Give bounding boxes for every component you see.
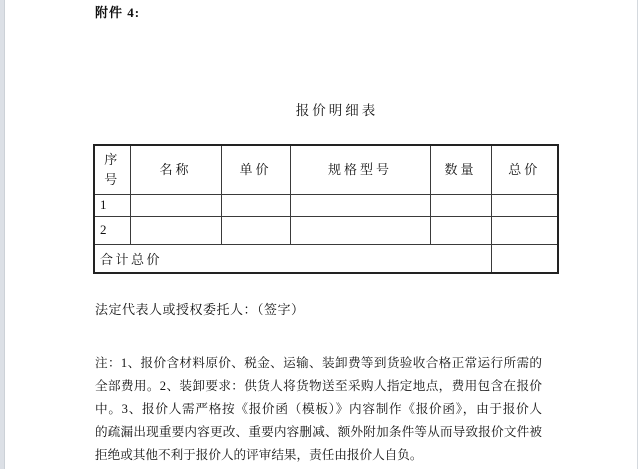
col-header-name: 名称 [130,145,221,194]
table-row [94,194,558,216]
col-header-quantity: 数量 [430,145,491,194]
unit-price-cell [221,194,290,216]
spec-model-cell [290,216,430,244]
col-header-unit-price: 单价 [221,145,290,194]
note-line: 全部费用。2、装卸要求：供货人将货物送至采购人指定地点，费用包含在报价 [95,379,542,393]
page-right-edge [637,0,638,469]
quantity-cell [430,194,491,216]
quotation-table [93,144,559,274]
attachment-label: 附件 4: [95,5,141,20]
unit-price-cell [221,216,290,244]
note-line: 的疏漏出现重要内容更改、重要内容删减、额外附加条件等从而导致报价文件被 [95,425,542,439]
total-price-cell [491,216,558,244]
name-cell [130,194,221,216]
spec-model-cell [290,194,430,216]
seq-cell: 2 [94,216,130,244]
col-header-seq: 序号 [94,145,130,194]
total-label-cell: 合计总价 [94,244,491,273]
note-line: 中。3、报价人需严格按《报价函（模板）》内容制作《报价函》，由于报价人 [95,402,542,416]
note-line: 注：1、报价含材料原价、税金、运输、装卸费等到货验收合格正常运行所需的 [95,356,542,370]
table-header-row [94,145,558,194]
col-header-spec-model: 规格型号 [290,145,430,194]
quantity-cell [430,216,491,244]
table-total-row [94,244,558,273]
seq-cell: 1 [94,194,130,216]
col-header-total-price: 总价 [491,145,558,194]
page-title: 报价明细表 [295,103,379,118]
total-value-cell [491,244,558,273]
total-price-cell [491,194,558,216]
table-row [94,216,558,244]
notes-paragraph [95,352,542,467]
name-cell [130,216,221,244]
note-line: 拒绝或其他不利于报价人的评审结果，责任由报价人自负。 [95,448,423,462]
page-left-edge [0,0,5,469]
signature-line: 法定代表人或授权委托人：（签字） [95,302,305,317]
